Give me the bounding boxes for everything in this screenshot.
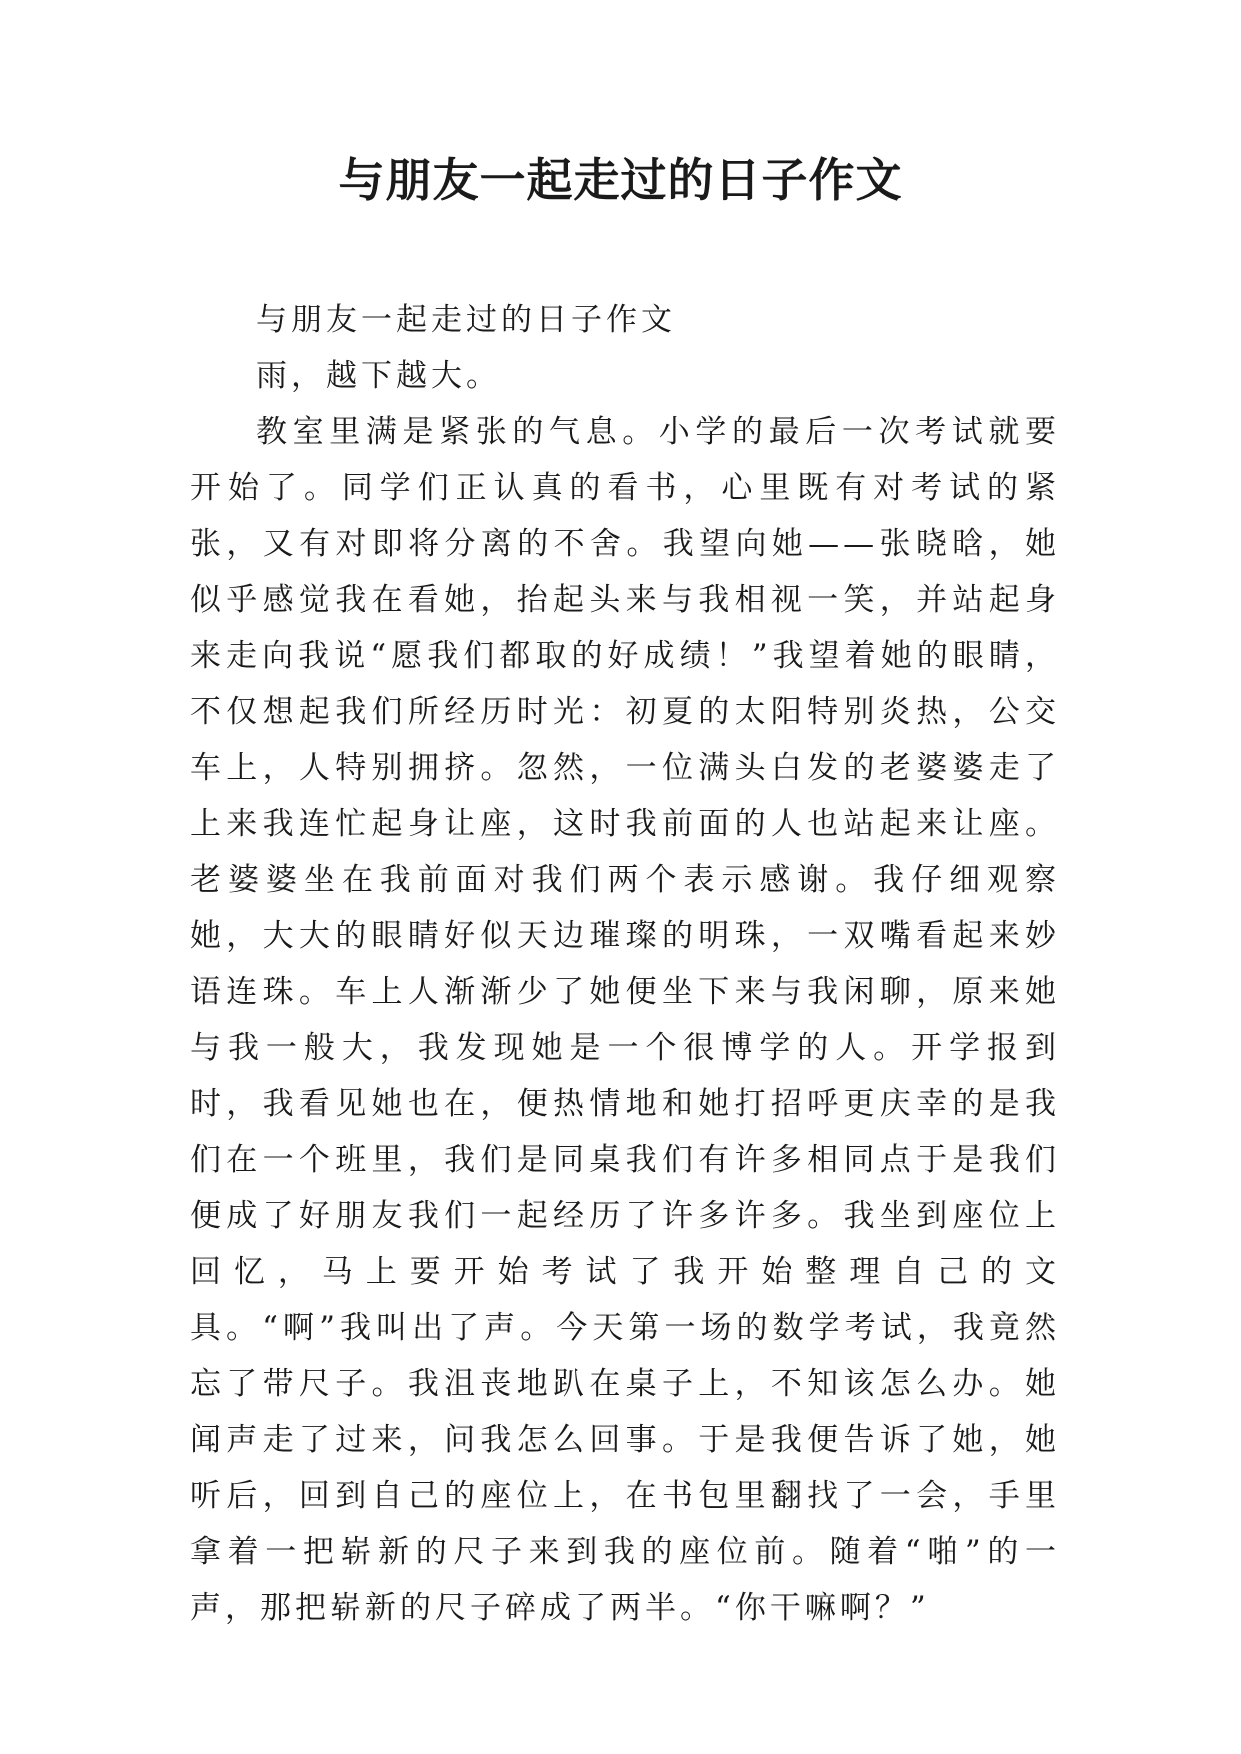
paragraph-rain: 雨，越下越大。 [256, 358, 501, 394]
document-body [190, 292, 1060, 1636]
paragraph-heading: 与朋友一起走过的日子作文 [256, 302, 676, 338]
paragraph-main: 教室里满是紧张的气息。小学的最后一次考试就要开始了。同学们正认真的看书，心里既有对考试的紧张，又有对即将分离的不舍。我望向她——张晓晗，她似乎感觉我在看她，抬起头来与我相视一笑，并站起身来走向我说“愿我们都取的好成绩！”我望着她的眼睛，不仅想起我们所经历时光：初夏的太阳特别炎热，公交车上，人特别拥挤。忽然，一位满头白发的老婆婆走了上来我连忙起身让座，这时我前面的人也站起来让座。老婆婆坐在我前面对我们两个表示感谢。我仔细观察她，大大的眼睛好似天边璀璨的明珠，一双嘴看起来妙语连珠。车上人渐渐少了她便坐下来与我闲聊，原来她与我一般大，我发现她是一个很博学的人。开学报到时，我看见她也在，便热情地和她打招呼更庆幸的是我们在一个班里，我们是同桌我们有许多相同点于是我们便成了好朋友我们一起经历了许多许多。我坐到座位上回忆，马上要开始考试了我开始整理自己的文具。“啊”我叫出了声。今天第一场的数学考试，我竟然忘了带尺子。我沮丧地趴在桌子上，不知该怎么办。她闻声走了过来，问我怎么回事。于是我便告诉了她，她听后，回到自己的座位上，在书包里翻找了一会，手里拿着一把崭新的尺子来到我的座位前。随着“啪”的一声，那把崭新的尺子碎成了两半。“你干嘛啊？” [190, 414, 1060, 1626]
document-title: 与朋友一起走过的日子作文 [338, 153, 903, 207]
